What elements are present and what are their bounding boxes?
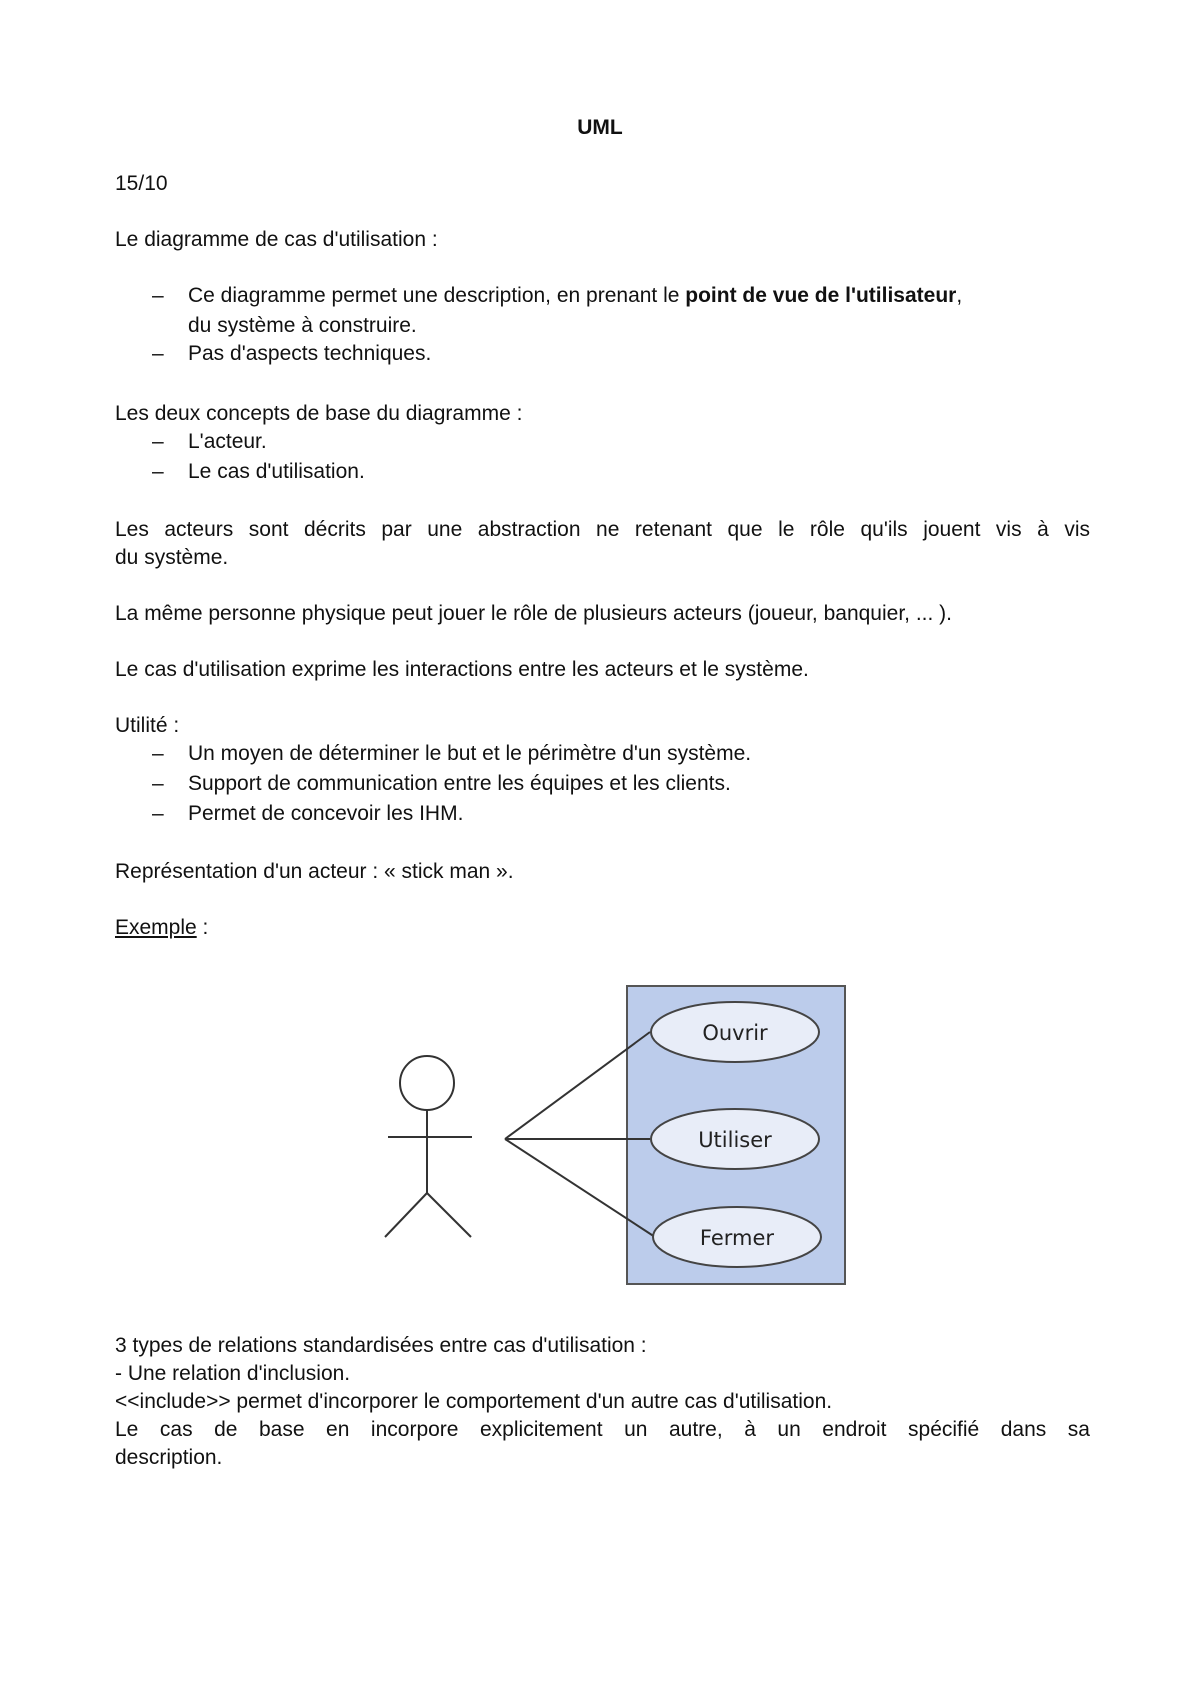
example-line [115,914,1090,942]
bullet-item: Un moyen de déterminer le but et le périmètre d'un système. [188,742,752,765]
paragraph-actors-cont: du système. [115,546,229,569]
relations-description-cont: description. [115,1446,223,1469]
utility-heading: Utilité : [115,714,180,737]
use-case-label: Ouvrir [702,1021,768,1045]
relations-description: Le cas de base en incorpore explicitement un autre, à un endroit spécifié dans sa [115,1418,1090,1441]
paragraph-usecase: Le cas d'utilisation exprime les interactions entre les acteurs et le système. [115,658,809,681]
stick-man-icon [385,1056,472,1237]
use-case-label: Fermer [699,1226,775,1250]
use-case-utiliser [651,1109,819,1169]
bullet-text: Ce diagramme permet une description, en prenant le [188,284,686,307]
relations-item: - Une relation d'inclusion. [115,1362,351,1385]
page-title: UML [577,116,623,139]
concepts-heading: Les deux concepts de base du diagramme : [115,402,523,425]
bullet-item: Support de communication entre les équipes et les clients. [188,772,731,795]
bullet-dash: – [152,284,164,307]
bullet-item: Le cas d'utilisation. [188,460,365,483]
bullet-dash: – [152,802,164,825]
paragraph-actors: Les acteurs sont décrits par une abstraction ne retenant que le rôle qu'ils jouent vis à vis [115,518,1090,541]
bullet-dash: – [152,460,164,483]
bullet-item: L'acteur. [188,430,267,453]
use-case-fermer [653,1207,821,1267]
date-line: 15/10 [115,172,168,195]
example-colon: : [196,916,209,939]
bullet-text-end: , [956,284,963,307]
bullet-item: Permet de concevoir les IHM. [188,802,464,825]
bold-emphasis: point de vue de l'utilisateur [685,284,957,307]
bullet-item [188,282,962,310]
use-case-label: Utiliser [698,1128,772,1152]
bullet-dash: – [152,772,164,795]
section-heading: Le diagramme de cas d'utilisation : [115,228,438,251]
use-case-diagram [380,980,860,1300]
bullet-dash: – [152,742,164,765]
use-case-ouvrir [651,1002,819,1062]
relations-heading: 3 types de relations standardisées entre cas d'utilisation : [115,1334,647,1357]
bullet-item: Pas d'aspects techniques. [188,342,432,365]
actor-representation: Représentation d'un acteur : « stick man ». [115,860,514,883]
relations-include: <<include>> permet d'incorporer le comportement d'un autre cas d'utilisation. [115,1390,833,1413]
bullet-dash: – [152,430,164,453]
example-label: Exemple [115,916,197,939]
bullet-continuation: du système à construire. [188,314,417,337]
bullet-dash: – [152,342,164,365]
paragraph-same-person: La même personne physique peut jouer le rôle de plusieurs acteurs (joueur, banquier, ... ). [115,602,952,625]
